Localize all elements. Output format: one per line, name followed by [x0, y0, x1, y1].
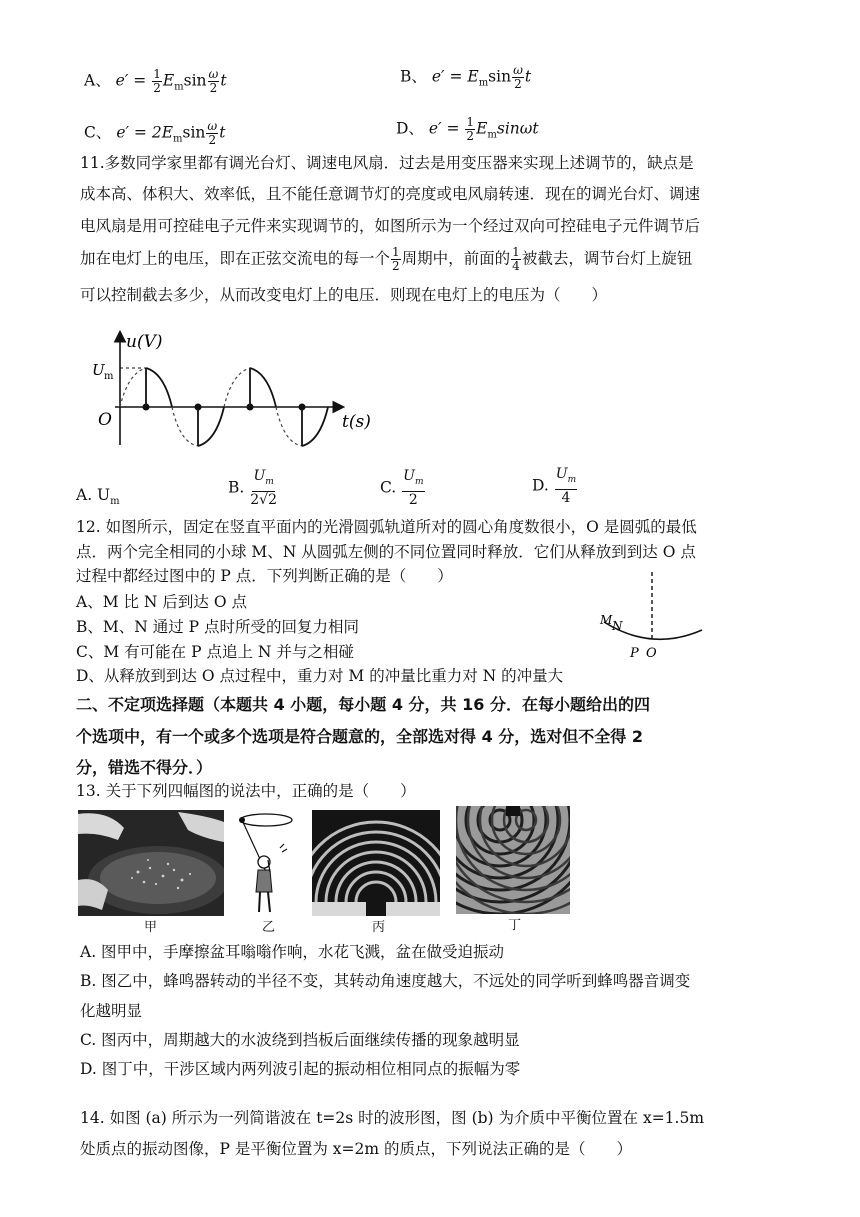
point-p-label: P: [630, 646, 639, 661]
q11-option-c: C. $\frac{U_m}{2}$: [380, 468, 424, 508]
um-label: U: [92, 361, 105, 379]
q12-line-2: 点．两个完全相同的小球 M、N 从圆弧左侧的不同位置同时释放．它们从释放到到达 O 点: [76, 543, 696, 561]
fraction: $\frac{U_m}{4}$: [555, 466, 577, 506]
q14-line-2: 处质点的振动图像，P 是平衡位置为 x=2m 的质点，下列说法正确的是（ ）: [80, 1140, 633, 1158]
q13-option-c: C. 图丙中，周期越大的水波绕到挡板后面继续传播的现象越明显: [80, 1031, 520, 1049]
ball-m-label: M: [600, 613, 613, 627]
q13-option-d: D. 图丁中，干涉区域内两列波引起的振动相位相同点的振幅为零: [80, 1060, 521, 1078]
figure-boy-buzzer: [228, 810, 304, 916]
t-axis-label: t(s): [342, 412, 371, 432]
figure-label-ding: 丁: [508, 918, 522, 933]
q12-line-1: 12. 如图所示，固定在竖直平面内的光滑圆弧轨道所对的圆心角度数很小，O 是圆弧的最低: [76, 518, 697, 536]
figure-label-yi: 乙: [262, 920, 276, 935]
q12-line-3: 过程中都经过图中的 P 点．下列判断正确的是（ ）: [76, 567, 453, 585]
q11-line-2: 成本高、体积大、效率低，且不能任意调节灯的亮度或电风扇转速．现在的调光台灯、调速: [80, 185, 701, 203]
q11-line-5: 可以控制截去多少，从而改变电灯上的电压．则现在电灯上的电压为（ ）: [80, 286, 608, 304]
q11-line-1: 11.多数同学家里都有调光台灯、调速电风扇．过去是用变压器来实现上述调节的，缺点是: [80, 154, 694, 172]
q10-option-b: B、 $e' = E_m\sin$ $\frac{\omega}{2}$ t: [400, 63, 532, 91]
q13-option-b-line-2: 化越明显: [80, 1002, 143, 1020]
fraction: $\frac{U_m}{2}$: [403, 468, 424, 508]
photo-wave-interference: [456, 806, 570, 914]
q14-line-1: 14. 如图 (a) 所示为一列简谐波在 t=2s 时的波形图，图 (b) 为介质中平衡位置在 x=1.5m: [80, 1109, 705, 1127]
fraction: $\frac{1}{4}$: [512, 245, 520, 273]
q12-option-c: C、M 有可能在 P 点追上 N 并与之相碰: [76, 643, 354, 661]
fraction: $\frac{\omega}{2}$: [207, 119, 218, 147]
fraction: $\frac{1}{2}$: [466, 115, 475, 143]
q12-option-a: A、M 比 N 后到达 O 点: [76, 593, 247, 611]
q10-option-a: A、 e′ = $\frac{1}{2}$ $E_m\sin$ $\frac{\omega}{2}$ t: [84, 67, 227, 95]
ball-n-label: N: [612, 619, 623, 633]
q11-line-3: 电风扇是用可控硅电子元件来实现调节的，如图所示为一个经过双向可控硅电子元件调节后: [80, 217, 701, 235]
photo-basin: [78, 810, 224, 916]
section-2-line-3: 分，错选不得分．）: [76, 758, 213, 777]
q11-line-4: 加在电灯上的电压，即在正弦交流电的每一个 $\frac{1}{2}$ 周期中，前面的 $\frac{1}{4}$ 被截去，调节台灯上旋钮: [80, 245, 693, 273]
figure-label-jia: 甲: [144, 920, 158, 935]
um-sub: m: [104, 371, 114, 382]
q13-option-a: A. 图甲中，手摩擦盆耳嗡嗡作响，水花飞溅，盆在做受迫振动: [80, 943, 505, 961]
q11-option-a: A. $U_m$: [76, 486, 120, 508]
fraction: $\frac{\omega}{2}$: [208, 67, 219, 95]
fraction: $\frac{1}{2}$: [153, 67, 161, 95]
origin-label: O: [98, 410, 112, 430]
u-axis-label: u(V): [126, 332, 163, 352]
q12-option-d: D、从释放到到达 O 点过程中，重力对 M 的冲量比重力对 N 的冲量大: [76, 667, 564, 685]
point-o-label: O: [646, 646, 657, 661]
section-2-line-2: 个选项中，有一个或多个选项是符合题意的，全部选对得 4 分，选对但不全得 2: [76, 727, 643, 746]
photo-wave-diffraction: [312, 810, 440, 916]
q11-option-d: D. $\frac{U_m}{4}$: [532, 466, 577, 506]
fraction: $\frac{\omega}{2}$: [513, 63, 523, 91]
arc-track-figure: [594, 570, 706, 665]
fraction: $\frac{U_m}{2√2}$: [250, 468, 278, 508]
q11-option-b: B. $\frac{U_m}{2√2}$: [228, 468, 278, 508]
q10-option-d: D、 e′ = $\frac{1}{2}$ $E_m\sin\omega t$: [396, 115, 539, 143]
fraction: $\frac{1}{2}$: [392, 245, 400, 273]
q12-option-b: B、M、N 通过 P 点时所受的回复力相同: [76, 618, 360, 636]
q10-option-c: C、 $e' = 2E_m\sin$ $\frac{\omega}{2}$ t: [84, 119, 226, 147]
figure-label-bing: 丙: [372, 920, 386, 935]
q13-option-b-line-1: B. 图乙中，蜂鸣器转动的半径不变，其转动角速度越大，不远处的同学听到蜂鸣器音调变: [80, 972, 691, 990]
q13-stem: 13. 关于下列四幅图的说法中，正确的是（ ）: [76, 782, 416, 800]
section-2-line-1: 二、不定项选择题（本题共 4 小题，每小题 4 分，共 16 分．在每小题给出的四: [76, 695, 650, 714]
voltage-graph: [80, 325, 380, 450]
